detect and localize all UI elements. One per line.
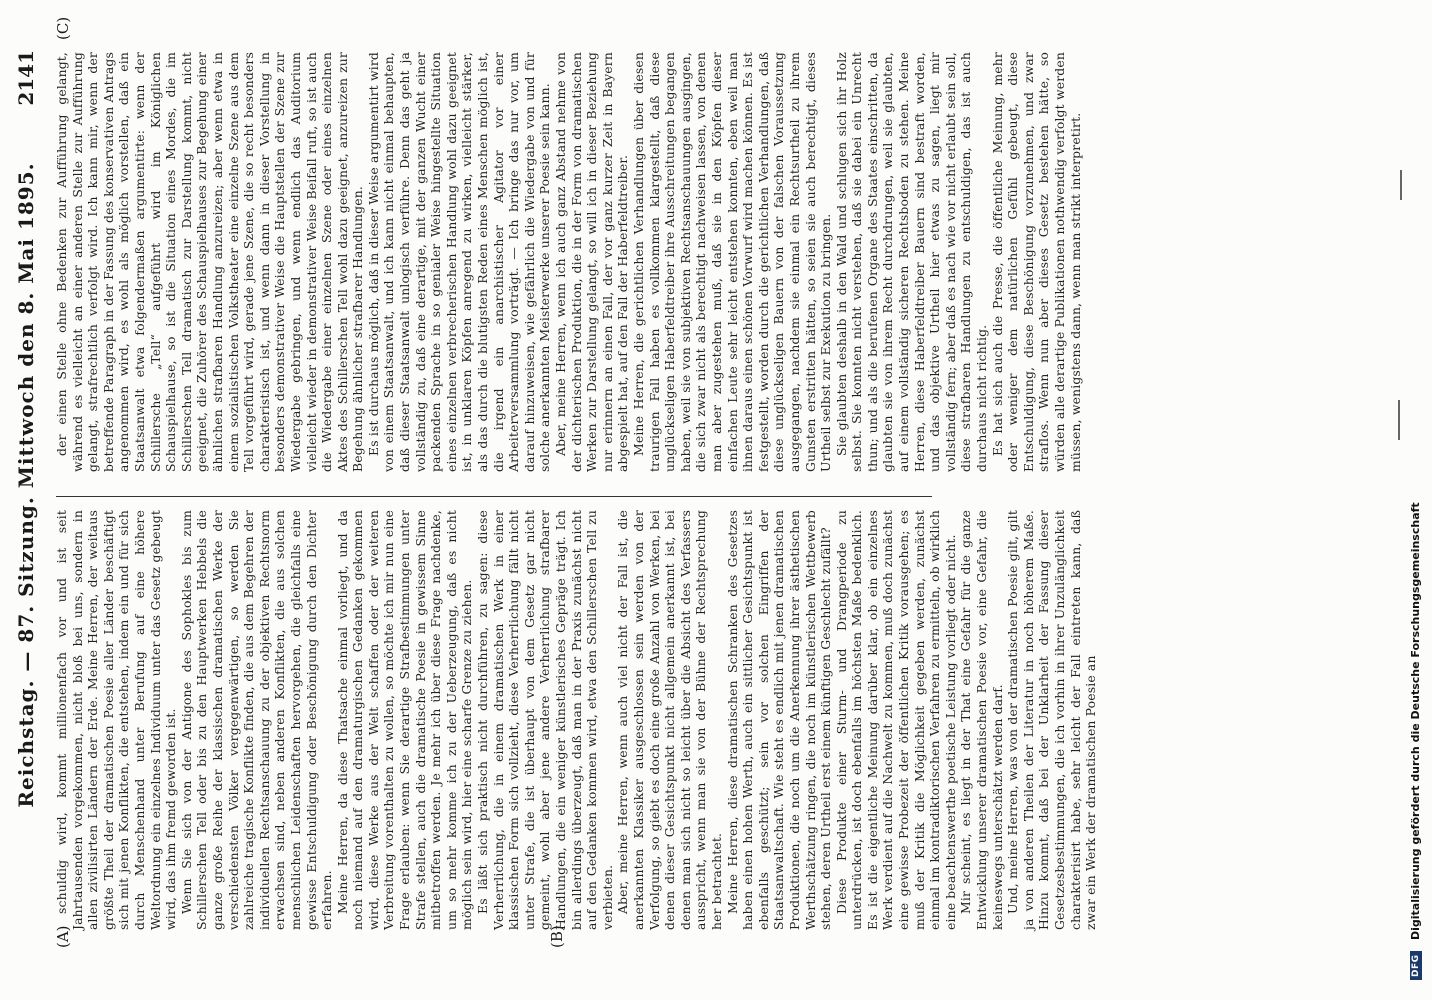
left-column-paragraph: Meine Herren, da diese Thatsache einmal vorliegt, und da noch niemand auf den dramaturgischen Gedanken gekommen wird, diese Werke aus der Welt schaffen oder der weiteren Verbreitung vorenthalten zu wollen, so möchte ich mir nun eine Frage erlauben: wenn Sie derartige Strafbestimmungen unter Strafe stellen, auch die dramatische Poesie in gewissem Sinne mitbetroffen werden. Je mehr ich über diese Frage nachdenke, um so mehr komme ich zu der Ueberzeugung, daß es nicht möglich sein wird, hier eine scharfe Grenze zu ziehen. xyxy=(334,510,475,930)
funding-note: Digitalisierung gefördert durch die Deutsche Forschungsgemeinschaft xyxy=(1409,502,1422,940)
right-text-column xyxy=(54,52,1083,472)
left-text-column xyxy=(54,510,1099,930)
page-title: Reichstag. — 87. Sitzung. Mittwoch den 8. Mai 1895. xyxy=(14,162,38,808)
left-column-paragraph: Mir scheint, es liegt in der That eine Gefahr für die ganze Entwicklung unserer dramatischen Poesie vor, eine Gefahr, die keineswegs unterschätzt werden darf. xyxy=(958,510,1005,930)
right-column-paragraph: Es ist durchaus möglich, daß in dieser Weise argumentirt wird von einem Staatsanwalt, und ich kann nicht einmal behaupten, daß dieser Staatsanwalt unlogisch verführe. Denn das geht ja vollständig zu, daß eine derartige, mit der ganzen Wucht einer packenden Sprache in so genialer Weise hingestellte Situation eines einzelnen verbrecherischen Handlung wohl dazu geeignet ist, in unklaren Köpfen anregend zu wirken, vielleicht stärker, als das durch die blutigsten Reden eines Menschen möglich ist, die irgend ein anarchistischer Agitator vor einer Arbeiterversammlung vorträgt. — Ich bringe das nur vor, um darauf hinzuweisen, wie gefährlich die Wiedergabe von und für solche anerkannten Meisterwerke unserer Poesie sein kann. xyxy=(365,52,553,472)
column-marker-a: (A) xyxy=(54,925,72,948)
dfg-logo: DFG xyxy=(1410,951,1422,980)
column-marker-b: (B) xyxy=(548,925,566,948)
right-column-paragraph: Meine Herren, die gerichtlichen Verhandlungen über diesen traurigen Fall haben es vollkommen klargestellt, daß diese unglückseligen Haberfeldtreiber ihre Ausschreitungen begangen haben, weil sie von subjektiven Rechtsanschauungen ausgingen, die sich zwar nicht als berechtigt nachweisen lassen, von denen man aber zugestehen muß, daß sie in den Köpfen dieser einfachen Leute sehr leicht entstehen konnten, eben weil man ihnen daraus einen schönen Vorwurf wird machen können. Es ist festgestellt, worden durch die gerichtlichen Verhandlungen, daß diese unglückseligen Bauern von der falschen Voraussetzung ausgegangen, nachdem sie einmal ein Rechtsurtheil zu ihrem Gunsten erstritten hätten, so seien sie auch berechtigt, dieses Urtheil selbst zur Exekution zu bringen. xyxy=(630,52,834,472)
left-column-paragraph: Und, meine Herren, was von der dramatischen Poesie gilt, gilt ja von anderen Theilen der Literatur in noch höherem Maße. Hinzu kommt, daß bei der Unklarheit der Fassung dieser Gesetzesbestimmungen, die ich vorhin in ihrer Unzulänglichkeit charakterisirt habe, sehr leicht der Fall eintreten kann, daß zwar ein Werk der dramatischen Poesie an xyxy=(1005,510,1099,930)
left-column-paragraph: Wenn Sie sich von der Antigone des Sophokles bis zum Schillerschen Tell oder bis zu den Hauptwerken Hebbels die ganze große Reihe der klassischen dramatischen Werke der verschiedensten Völker vergegenwärtigen, so werden Sie zahlreiche tragische Konflikte finden, die aus dem Begehren der individuellen Rechtsanschauung zu der objektiven Rechtsnorm erwachsen sind, neben anderen Konflikten, die aus solchen menschlichen Leidenschaften hervorgehen, die gleichfalls eine gewisse Entschuldigung oder Beschönigung durch den Dichter erfahren. xyxy=(178,510,335,930)
left-column-paragraph: schuldig wird, kommt millionenfach vor und ist seit Jahrtausenden vorgekommen, nicht bloß bei uns, sondern in allen zivilisirten Ländern der Erde. Meine Herren, der weitaus größte Theil der dramatischen Poesie aller Länder beschäftigt sich mit jenen Konflikten, die entstehen, indem ein und für sich durch Menschenhand unter Berufung auf eine höhere Weltordnung ein einzelnes Individuum unter das Gesetz gebeugt wird, das ihm fremd geworden ist. xyxy=(54,510,179,930)
column-divider xyxy=(56,496,932,497)
column-marker-c: (C) xyxy=(54,16,72,40)
left-column-paragraph: Es läßt sich praktisch nicht durchführen, zu sagen: diese Verherrlichung, die in einem dramatischen Werk in einer klassischen Form sich vollzieht, diese Verherrlichung fällt nicht unter Strafe, die ist überhaupt von dem Gesetz gar nicht gemeint, wohl aber jene andere Verherrlichung strafbarer Handlungen, die ein weniger künstlerisches Gepräge trägt. Ich bin allerdings überzeugt, daß man in der Praxis zunächst nicht auf den Gedanken kommen wird, etwa den Schillerschen Tell zu verbieten. xyxy=(475,510,615,930)
digitization-footer xyxy=(1400,20,1424,980)
right-page-number: 2141 xyxy=(14,50,38,106)
left-column-paragraph: Meine Herren, diese dramatischen Schranken des Gesetzes haben einen hohen Werth, auch ein sittlicher Gesichtspunkt ist ebenfalls geschützt; sein vor solchen Eingriffen der Staatsanwaltschaft. Wie steht es endlich mit jenen dramatischen Produktionen, die noch um die Anerkennung ihrer ästhetischen Werthschätzung ringen, die noch im künstlerischen Wettbewerb stehen, deren Urtheil erst einem künftigen Geschlecht zufällt? xyxy=(724,510,834,930)
right-column-paragraph: Sie glaubten deshalb in den Wald und schlugen sich ihr Holz selbst. Sie konnten nicht verstehen, daß sie dabei ein Unrecht thun; und als die berufenen Organe des Staates einschritten, da glaubten sie von ihrem Recht durchdrungen, weil sie glaubten, auf einem vollständig sicheren Rechtsboden zu stehen. Meine Herren, diese Haberfeldtreiber Bauern sind bestraft worden, und das objektive Urtheil hier etwas zu sagen, liegt mir vollständig fern; aber daß es nach wie vor nicht erlaubt sein soll, diese strafbaren Handlungen zu entschuldigen, das ist auch durchaus nicht richtig. xyxy=(833,52,990,472)
right-column-paragraph: Aber, meine Herren, wenn ich auch ganz Abstand nehme von der dichterischen Produktion, die in der Form von dramatischen Werken zur Darstellung gelangt, so will ich in dieser Beziehung nur erinnern an einen Fall, der vor ganz kurzer Zeit in Bayern abgespielt hat, auf den Fall der Haberfeldtreiber. xyxy=(553,52,631,472)
left-column-paragraph: Aber, meine Herren, wenn auch viel nicht der Fall ist, die anerkannten Klassiker ausgeschlossen sein werden von der Verfolgung, so giebt es doch eine große Anzahl von Werken, bei denen dieser Gesichtspunkt nicht allgemein anerkannt ist, bei denen man sich nicht so leicht über die Absicht des Verfassers ausspricht, wenn man sie von der Bühne der Rechtsprechung her betrachtet. xyxy=(615,510,724,930)
right-column-paragraph: Es hat sich auch die Presse, die öffentliche Meinung, mehr oder weniger dem natürlichen Gefühl gebeugt, diese Entschuldigung, diese Beschönigung vorzunehmen, und zwar straflos. Wenn nun aber dieses Gesetz bestehen hätte, so würden alle derartige Publikationen nothwendig verfolgt werden müssen, wenigstens dann, wenn man strikt interpretirt. xyxy=(989,52,1083,472)
left-column-paragraph: Diese Produkte einer Sturm- und Drangperiode zu unterdrücken, ist doch ebenfalls im höchsten Maße bedenklich. Es ist die eigentliche Meinung darüber klar, ob ein einzelnes Werk verdient auf die Nachwelt zu kommen, muß doch zunächst eine gewisse Probezeit der öffentlichen Kritik vorausgehen; es muß der Kritik die Möglichkeit gegeben werden, zunächst einmal im kontradiktorischen Verfahren zu ermitteln, ob wirklich eine beachtenswerthe poetische Leistung vorliegt oder nicht. xyxy=(833,510,958,930)
right-column-paragraph: der einen Stelle ohne Bedenken zur Aufführung gelangt, während es vielleicht an einer anderen Stelle zur Aufführung gelangt, strafrechtlich verfolgt wird. Ich kann mir, wenn der betreffende Paragraph in der Fassung des konservativen Antrags angenommen wird, es wohl als möglich vorstellen, daß ein Staatsanwalt etwa folgendermaßen argumentirte: wenn der Schillersche „Tell“ aufgeführt wird im Königlichen Schauspielhause, so ist die Situation eines Mordes, die im Schillerschen Tell dramatisch zur Darstellung kommt, nicht geeignet, die Zuhörer des Schauspielhauses zur Begehung einer ähnlichen strafbaren Handlung anzureizen; aber wenn etwa in einem sozialistischen Volkstheater eine einzelne Szene aus dem Tell vorgeführt wird, gerade jene Szene, die so recht besonders charakteristisch ist, und wenn dann in dieser Vorstellung in besonders demonstrativer Weise die Hauptstellen der Szene zur Wiedergabe gebringen, und wenn endlich das Auditorium vielleicht wieder in demonstrativer Weise Beifall ruft, so ist auch die Wiedergabe einer einzelnen Szene oder eines einzelnen Aktes des Schillerschen Tell wohl dazu geeignet, anzureizen zur Begehung ähnlicher strafbarer Handlungen. xyxy=(54,52,366,472)
page-header xyxy=(14,50,42,920)
